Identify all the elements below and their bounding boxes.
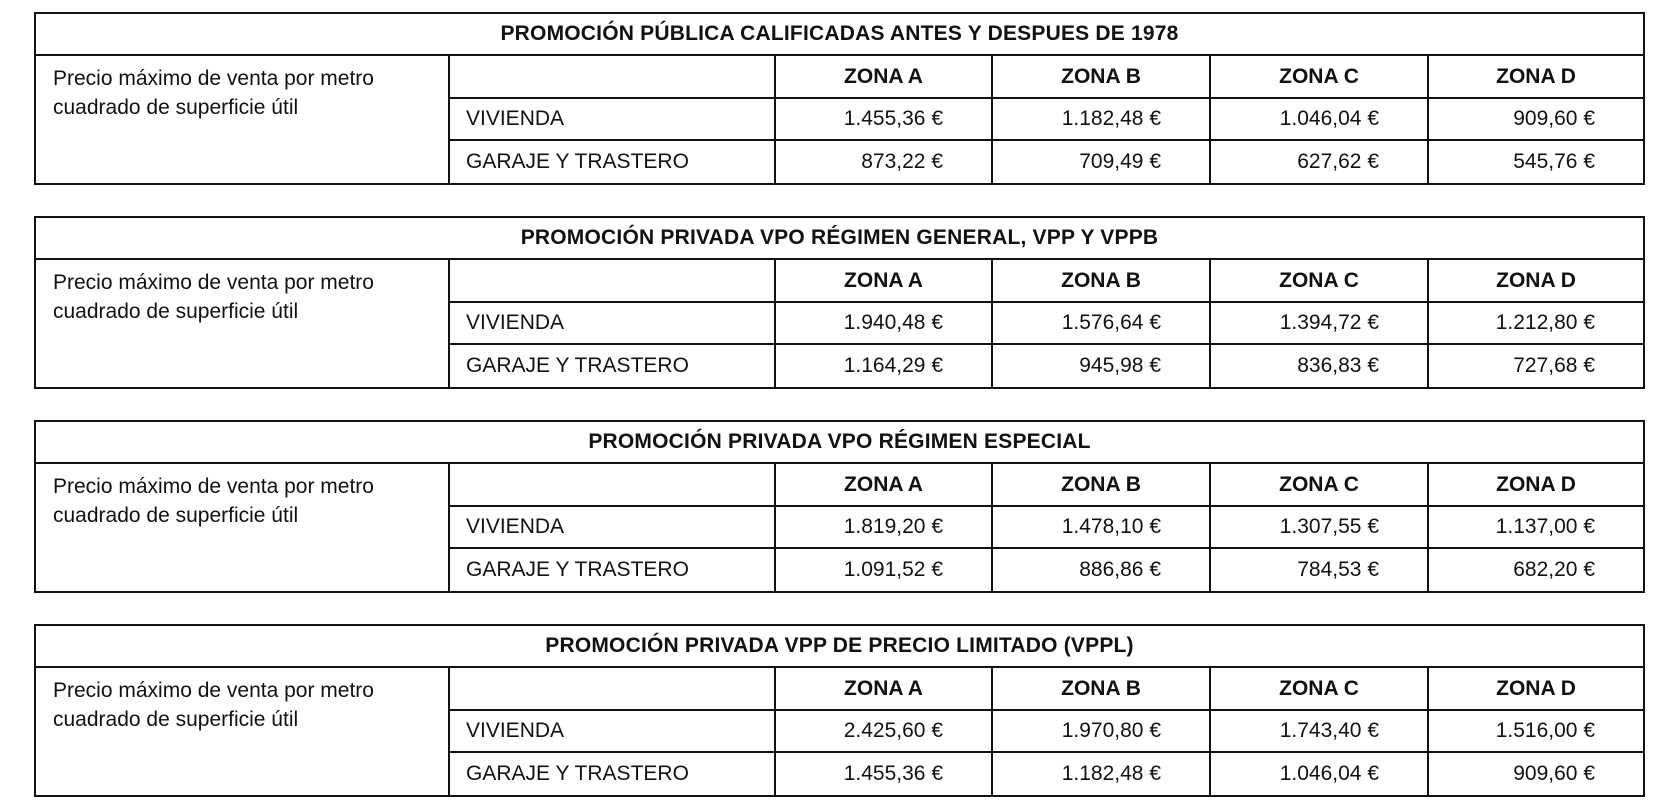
zone-b-header: ZONA B [993, 260, 1211, 303]
zone-d-header: ZONA D [1429, 260, 1643, 303]
price-cell: 1.743,40 € [1211, 711, 1429, 753]
price-cell: 1.212,80 € [1429, 303, 1643, 345]
price-cell: 2.425,60 € [776, 711, 993, 753]
price-cell: 836,83 € [1211, 345, 1429, 387]
price-cell: 886,86 € [993, 549, 1211, 591]
price-cell: 1.394,72 € [1211, 303, 1429, 345]
price-cell: 1.182,48 € [993, 99, 1211, 141]
row-label-vivienda: VIVIENDA [450, 711, 776, 753]
row-label-vivienda: VIVIENDA [450, 507, 776, 549]
zone-b-header: ZONA B [993, 56, 1211, 99]
price-table-vppl [34, 624, 1645, 797]
price-cell: 909,60 € [1429, 99, 1643, 141]
zone-d-header: ZONA D [1429, 668, 1643, 711]
table-description: Precio máximo de venta por metro cuadrado de superficie útil [36, 56, 450, 183]
price-cell: 945,98 € [993, 345, 1211, 387]
price-table-vpo-general [34, 216, 1645, 389]
price-table-vpo-especial [34, 420, 1645, 593]
price-cell: 1.137,00 € [1429, 507, 1643, 549]
price-cell: 682,20 € [1513, 558, 1595, 581]
row-label-garaje: GARAJE Y TRASTERO [450, 753, 776, 795]
row-label-vivienda: VIVIENDA [450, 303, 776, 345]
zone-a-header: ZONA A [776, 260, 993, 303]
price-grid [450, 464, 1643, 591]
zone-c-header: ZONA C [1211, 668, 1429, 711]
price-grid [450, 668, 1643, 795]
price-cell: 545,76 € [1513, 150, 1595, 173]
empty-header-cell [450, 668, 776, 711]
table-description: Precio máximo de venta por metro cuadrado de superficie útil [36, 260, 450, 387]
row-label-garaje: GARAJE Y TRASTERO [450, 141, 776, 183]
zone-a-header: ZONA A [776, 56, 993, 99]
table-title: PROMOCIÓN PRIVADA VPO RÉGIMEN GENERAL, VPP Y VPPB [36, 218, 1643, 260]
price-grid [450, 56, 1643, 183]
zone-b-header: ZONA B [993, 464, 1211, 507]
price-table-publica [34, 12, 1645, 185]
row-label-vivienda: VIVIENDA [450, 99, 776, 141]
table-description: Precio máximo de venta por metro cuadrado de superficie útil [36, 668, 450, 795]
table-title: PROMOCIÓN PRIVADA VPO RÉGIMEN ESPECIAL [36, 422, 1643, 464]
zone-d-header: ZONA D [1429, 56, 1643, 99]
zone-d-header: ZONA D [1429, 464, 1643, 507]
price-cell: 709,49 € [993, 141, 1211, 183]
zone-c-header: ZONA C [1211, 260, 1429, 303]
row-label-garaje: GARAJE Y TRASTERO [450, 549, 776, 591]
price-cell: 909,60 € [1513, 762, 1595, 785]
table-title: PROMOCIÓN PRIVADA VPP DE PRECIO LIMITADO (VPPL) [36, 626, 1643, 668]
price-cell: 1.046,04 € [1211, 753, 1429, 795]
price-cell: 1.091,52 € [776, 549, 993, 591]
empty-header-cell [450, 464, 776, 507]
empty-header-cell [450, 56, 776, 99]
price-cell: 1.046,04 € [1211, 99, 1429, 141]
row-label-garaje: GARAJE Y TRASTERO [450, 345, 776, 387]
zone-a-header: ZONA A [776, 464, 993, 507]
price-cell: 1.455,36 € [776, 99, 993, 141]
price-cell: 1.819,20 € [776, 507, 993, 549]
price-cell: 1.455,36 € [776, 753, 993, 795]
price-cell: 784,53 € [1211, 549, 1429, 591]
price-cell: 627,62 € [1211, 141, 1429, 183]
price-cell: 1.164,29 € [776, 345, 993, 387]
price-cell: 1.970,80 € [993, 711, 1211, 753]
price-cell: 873,22 € [776, 141, 993, 183]
price-cell: 1.576,64 € [993, 303, 1211, 345]
price-cell: 1.940,48 € [776, 303, 993, 345]
empty-header-cell [450, 260, 776, 303]
price-grid [450, 260, 1643, 387]
zone-b-header: ZONA B [993, 668, 1211, 711]
zone-a-header: ZONA A [776, 668, 993, 711]
table-title: PROMOCIÓN PÚBLICA CALIFICADAS ANTES Y DESPUES DE 1978 [36, 14, 1643, 56]
zone-c-header: ZONA C [1211, 56, 1429, 99]
zone-c-header: ZONA C [1211, 464, 1429, 507]
price-cell: 1.478,10 € [993, 507, 1211, 549]
price-cell: 1.182,48 € [993, 753, 1211, 795]
table-description: Precio máximo de venta por metro cuadrado de superficie útil [36, 464, 450, 591]
price-cell: 1.307,55 € [1211, 507, 1429, 549]
price-cell: 1.516,00 € [1429, 711, 1643, 753]
price-cell: 727,68 € [1513, 354, 1595, 377]
